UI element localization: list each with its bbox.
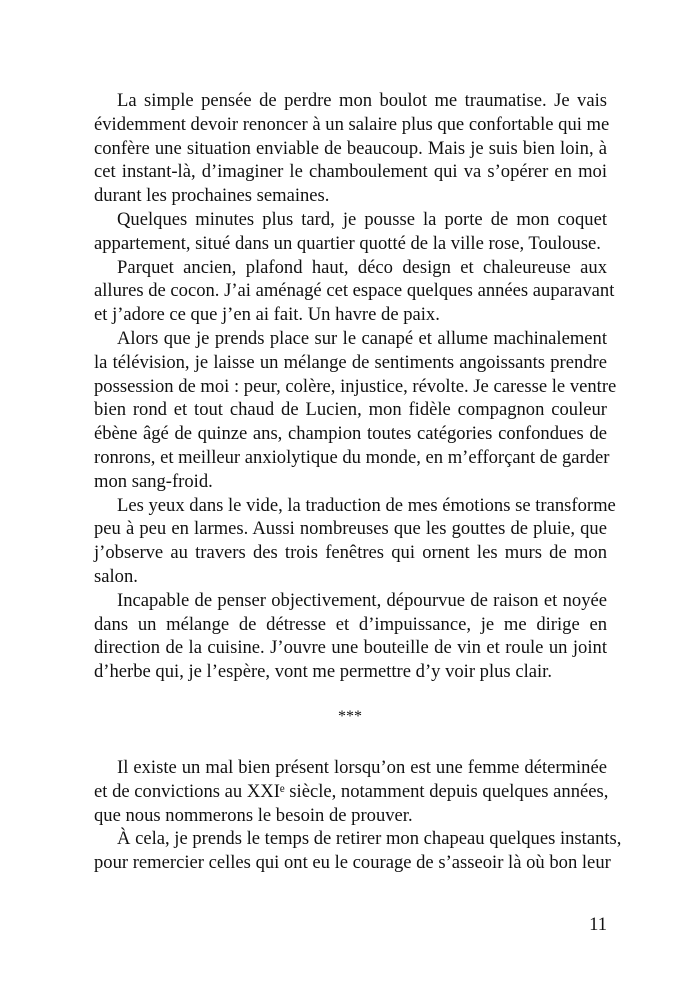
paragraph [94, 256, 615, 327]
page-number: 11 [589, 914, 607, 935]
text-line: Quelques minutes plus tard, je pousse la porte de mon coquet [117, 208, 607, 230]
text-line: direction de la cuisine. J’ouvre une bouteille de vin et roule un joint [94, 637, 607, 659]
text-line: possession de moi : peur, colère, injustice, révolte. Je caresse le ventre [94, 375, 617, 397]
paragraph [94, 589, 607, 684]
text-line: évidemment devoir renoncer à un salaire plus que confortable qui me [94, 113, 610, 135]
text-line: ébène âgé de quinze ans, champion toutes catégories confondues de [94, 423, 607, 445]
paragraph [94, 327, 617, 494]
paragraph [94, 89, 610, 208]
text-line: cet instant-là, d’imaginer le chamboulement qui va s’opérer en moi [94, 161, 607, 183]
text-line: Alors que je prends place sur le canapé et allume machinalement [117, 327, 607, 349]
text-line: la télévision, je laisse un mélange de sentiments angoissants prendre [94, 351, 607, 373]
section-separator: *** [338, 708, 362, 725]
body-text-section-2 [94, 756, 622, 875]
text-line: À cela, je prends le temps de retirer mon chapeau quelques instants, [117, 828, 622, 850]
text-line: salon. [94, 565, 138, 587]
body-text-section-1 [94, 89, 617, 684]
text-line: et de convictions au XXIᵉ siècle, notamment depuis quelques années, [94, 780, 609, 802]
paragraph [94, 208, 607, 256]
text-line: Il existe un mal bien présent lorsqu’on est une femme déterminée [117, 757, 607, 778]
paragraph [94, 494, 616, 589]
text-line: j’observe au travers des trois fenêtres qui ornent les murs de mon [94, 542, 607, 564]
text-line: confère une situation enviable de beaucoup. Mais je suis bien loin, à [94, 137, 607, 159]
text-line: d’herbe qui, je l’espère, vont me permettre d’y voir plus clair. [94, 661, 552, 683]
text-line: mon sang-froid. [94, 470, 213, 492]
text-line: ronrons, et meilleur anxiolytique du monde, en m’efforçant de garder [94, 446, 610, 468]
text-line: durant les prochaines semaines. [94, 185, 330, 207]
text-line: bien rond et tout chaud de Lucien, mon fidèle compagnon couleur [94, 399, 607, 421]
paragraph [94, 756, 607, 827]
text-line: Incapable de penser objectivement, dépourvue de raison et noyée [117, 589, 607, 611]
text-line: et j’adore ce que j’en ai fait. Un havre de paix. [94, 304, 440, 326]
text-line: peu à peu en larmes. Aussi nombreuses que les gouttes de pluie, que [94, 518, 607, 540]
text-line: appartement, situé dans un quartier quotté de la ville rose, Toulouse. [94, 232, 601, 254]
text-line: La simple pensée de perdre mon boulot me traumatise. Je vais [117, 90, 607, 111]
text-line: Les yeux dans le vide, la traduction de mes émotions se transforme [117, 494, 616, 516]
text-line: pour remercier celles qui ont eu le courage de s’asseoir là où bon leur [94, 852, 611, 874]
paragraph [94, 827, 622, 875]
text-line: que nous nommerons le besoin de prouver. [94, 804, 413, 826]
text-line: dans un mélange de détresse et d’impuissance, je me dirige en [94, 613, 607, 635]
text-line: allures de cocon. J’ai aménagé cet espace quelques années auparavant [94, 280, 615, 302]
text-line: Parquet ancien, plafond haut, déco design et chaleureuse aux [117, 256, 607, 278]
